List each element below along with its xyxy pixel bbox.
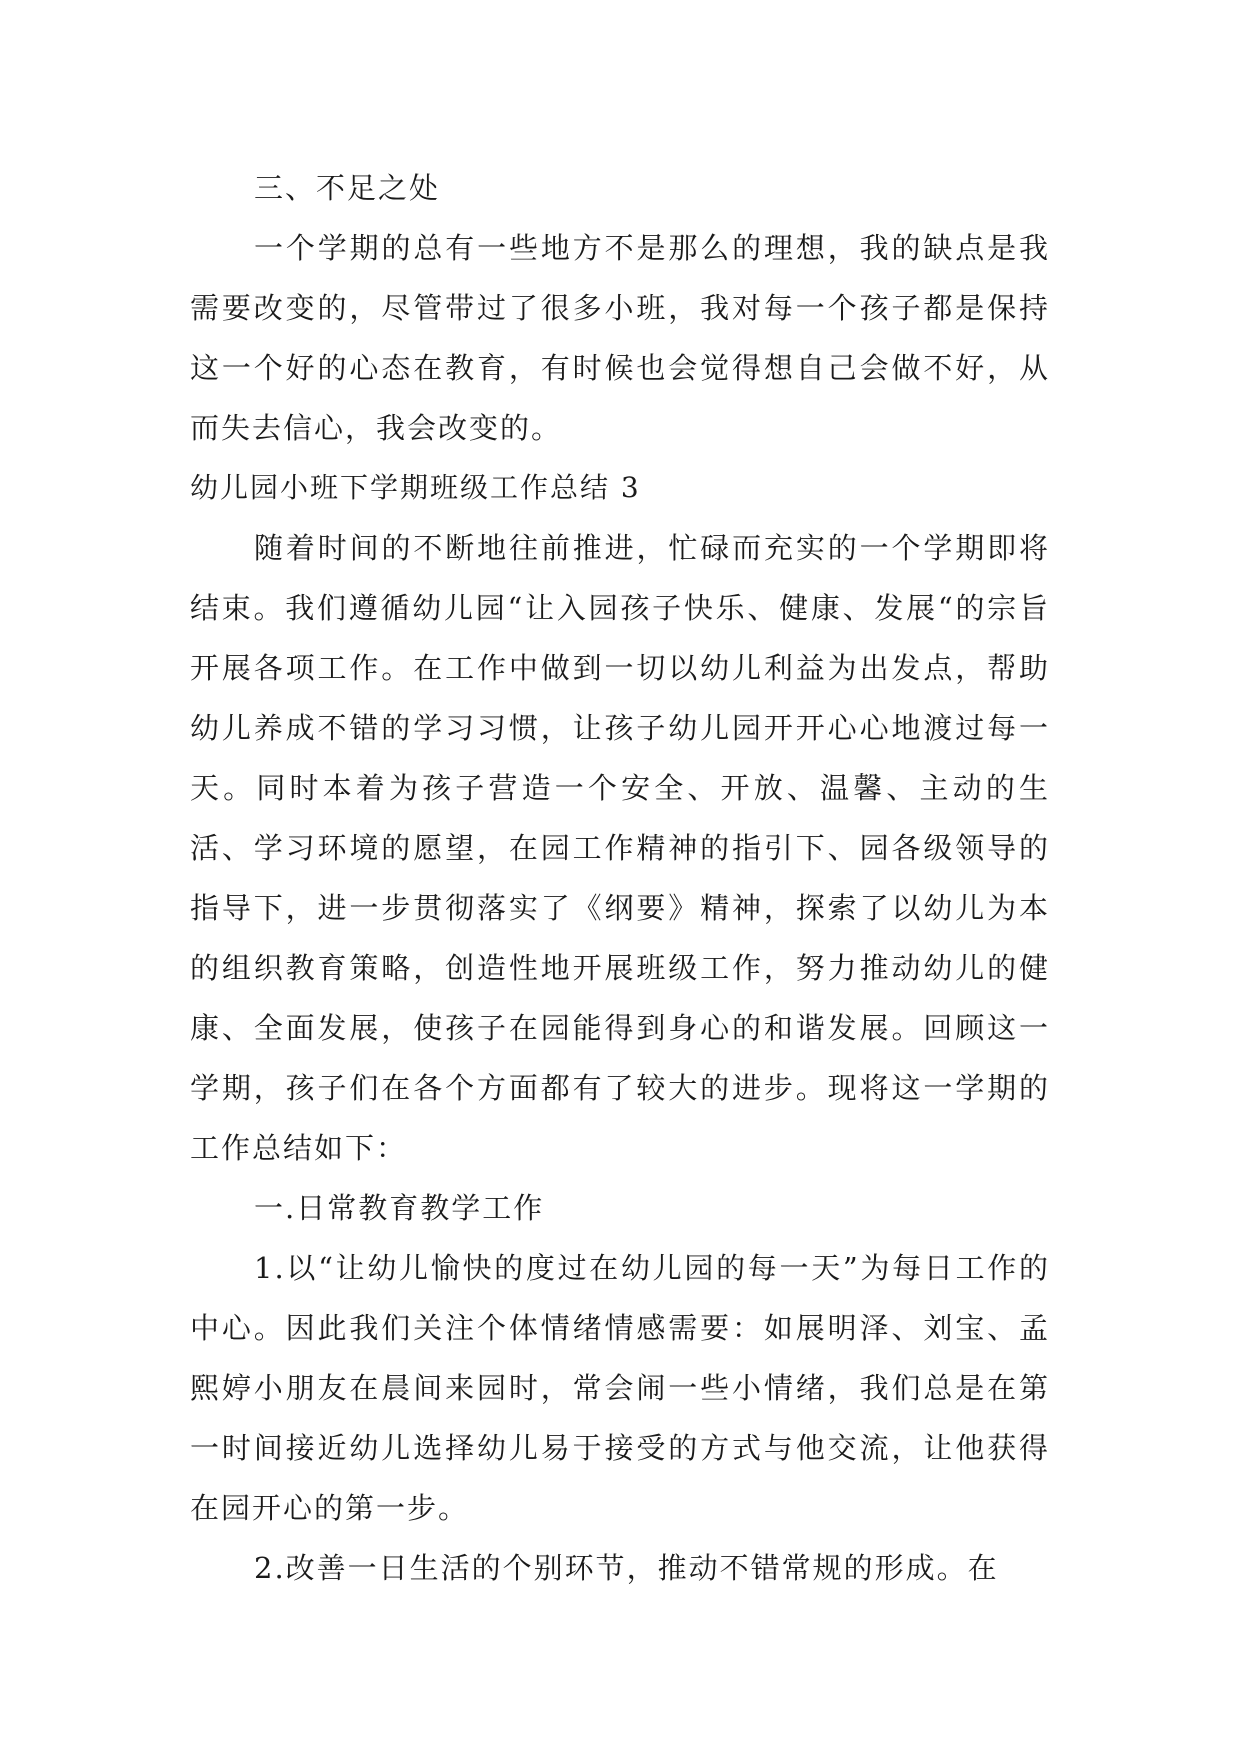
document-title: 幼儿园小班下学期班级工作总结 3 <box>190 471 641 504</box>
section-heading-shortcomings: 三、不足之处 <box>254 171 441 205</box>
section-heading-daily-teaching: 一.日常教育教学工作 <box>254 1191 545 1225</box>
document-body <box>190 158 1050 1598</box>
paragraph-intro: 随着时间的不断地往前推进，忙碌而充实的一个学期即将结束。我们遵循幼儿园“让入园孩子快乐、健康、发展“的宗旨开展各项工作。在工作中做到一切以幼儿利益为出发点，帮助幼儿养成不错的学习习惯，让孩子幼儿园开开心心地渡过每一天。同时本着为孩子营造一个安全、开放、温馨、主动的生活、学习环境的愿望，在园工作精神的指引下、园各级领导的指导下，进一步贯彻落实了《纲要》精神，探索了以幼儿为本的组织教育策略，创造性地开展班级工作，努力推动幼儿的健康、全面发展，使孩子在园能得到身心的和谐发展。回顾这一学期，孩子们在各个方面都有了较大的进步。现将这一学期的工作总结如下： <box>190 531 1050 1165</box>
paragraph-shortcomings: 一个学期的总有一些地方不是那么的理想，我的缺点是我需要改变的，尽管带过了很多小班，我对每一个孩子都是保持这一个好的心态在教育，有时候也会觉得想自己会做不好，从而失去信心，我会改变的。 <box>190 231 1050 445</box>
paragraph-item-2: 2.改善一日生活的个别环节，推动不错常规的形成。在 <box>254 1551 999 1585</box>
paragraph-item-1: 1.以“让幼儿愉快的度过在幼儿园的每一天”为每日工作的中心。因此我们关注个体情绪情感需要：如展明泽、刘宝、孟熙婷小朋友在晨间来园时，常会闹一些小情绪，我们总是在第一时间接近幼儿选择幼儿易于接受的方式与他交流，让他获得在园开心的第一步。 <box>190 1251 1050 1525</box>
